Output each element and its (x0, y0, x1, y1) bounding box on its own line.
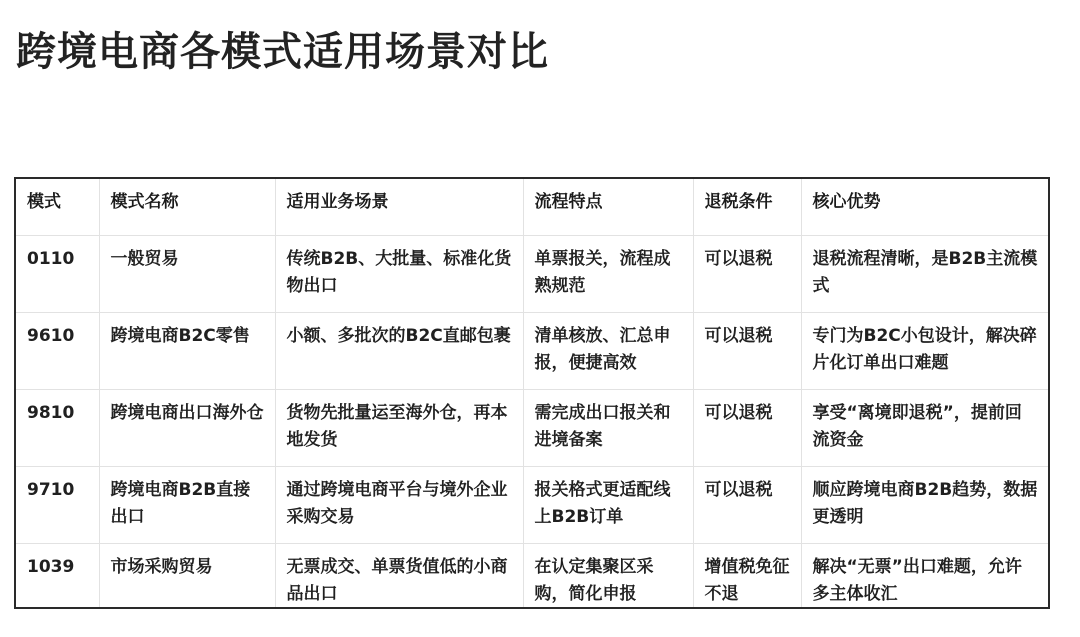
header-mode-code: 模式 (16, 179, 99, 236)
cell-tax-refund: 可以退税 (693, 467, 801, 544)
cell-mode-code: 9810 (16, 390, 99, 467)
cell-mode-code: 0110 (16, 236, 99, 313)
table-row (16, 467, 1048, 544)
header-process-features: 流程特点 (523, 179, 693, 236)
cell-mode-code: 1039 (16, 544, 99, 610)
table-row (16, 313, 1048, 390)
cell-process-features: 单票报关，流程成熟规范 (523, 236, 693, 313)
header-mode-name: 模式名称 (99, 179, 275, 236)
cell-core-advantage: 顺应跨境电商B2B趋势，数据更透明 (801, 467, 1048, 544)
cell-core-advantage: 退税流程清晰，是B2B主流模式 (801, 236, 1048, 313)
cell-process-features: 清单核放、汇总申报，便捷高效 (523, 313, 693, 390)
cell-mode-name: 跨境电商B2B直接出口 (99, 467, 275, 544)
cell-tax-refund: 可以退税 (693, 313, 801, 390)
table-header-row (16, 179, 1048, 236)
header-business-scenario: 适用业务场景 (275, 179, 523, 236)
cell-tax-refund: 增值税免征不退 (693, 544, 801, 610)
cell-mode-name: 跨境电商B2C零售 (99, 313, 275, 390)
cell-process-features: 报关格式更适配线上B2B订单 (523, 467, 693, 544)
cell-business-scenario: 无票成交、单票货值低的小商品出口 (275, 544, 523, 610)
cell-core-advantage: 享受“离境即退税”，提前回流资金 (801, 390, 1048, 467)
cell-business-scenario: 传统B2B、大批量、标准化货物出口 (275, 236, 523, 313)
cell-business-scenario: 货物先批量运至海外仓，再本地发货 (275, 390, 523, 467)
cell-core-advantage: 专门为B2C小包设计，解决碎片化订单出口难题 (801, 313, 1048, 390)
cell-business-scenario: 通过跨境电商平台与境外企业采购交易 (275, 467, 523, 544)
cell-tax-refund: 可以退税 (693, 236, 801, 313)
cell-mode-code: 9610 (16, 313, 99, 390)
cell-mode-name: 跨境电商出口海外仓 (99, 390, 275, 467)
cell-process-features: 需完成出口报关和进境备案 (523, 390, 693, 467)
table-row (16, 544, 1048, 610)
table-row (16, 236, 1048, 313)
header-tax-refund: 退税条件 (693, 179, 801, 236)
cell-mode-name: 市场采购贸易 (99, 544, 275, 610)
comparison-table (16, 179, 1048, 609)
cell-core-advantage: 解决“无票”出口难题，允许多主体收汇 (801, 544, 1048, 610)
header-core-advantage: 核心优势 (801, 179, 1048, 236)
cell-mode-name: 一般贸易 (99, 236, 275, 313)
page-title: 跨境电商各模式适用场景对比 (16, 29, 549, 75)
table-row (16, 390, 1048, 467)
cell-mode-code: 9710 (16, 467, 99, 544)
cell-tax-refund: 可以退税 (693, 390, 801, 467)
cell-business-scenario: 小额、多批次的B2C直邮包裹 (275, 313, 523, 390)
comparison-table-container (14, 177, 1050, 609)
cell-process-features: 在认定集聚区采购，简化申报 (523, 544, 693, 610)
